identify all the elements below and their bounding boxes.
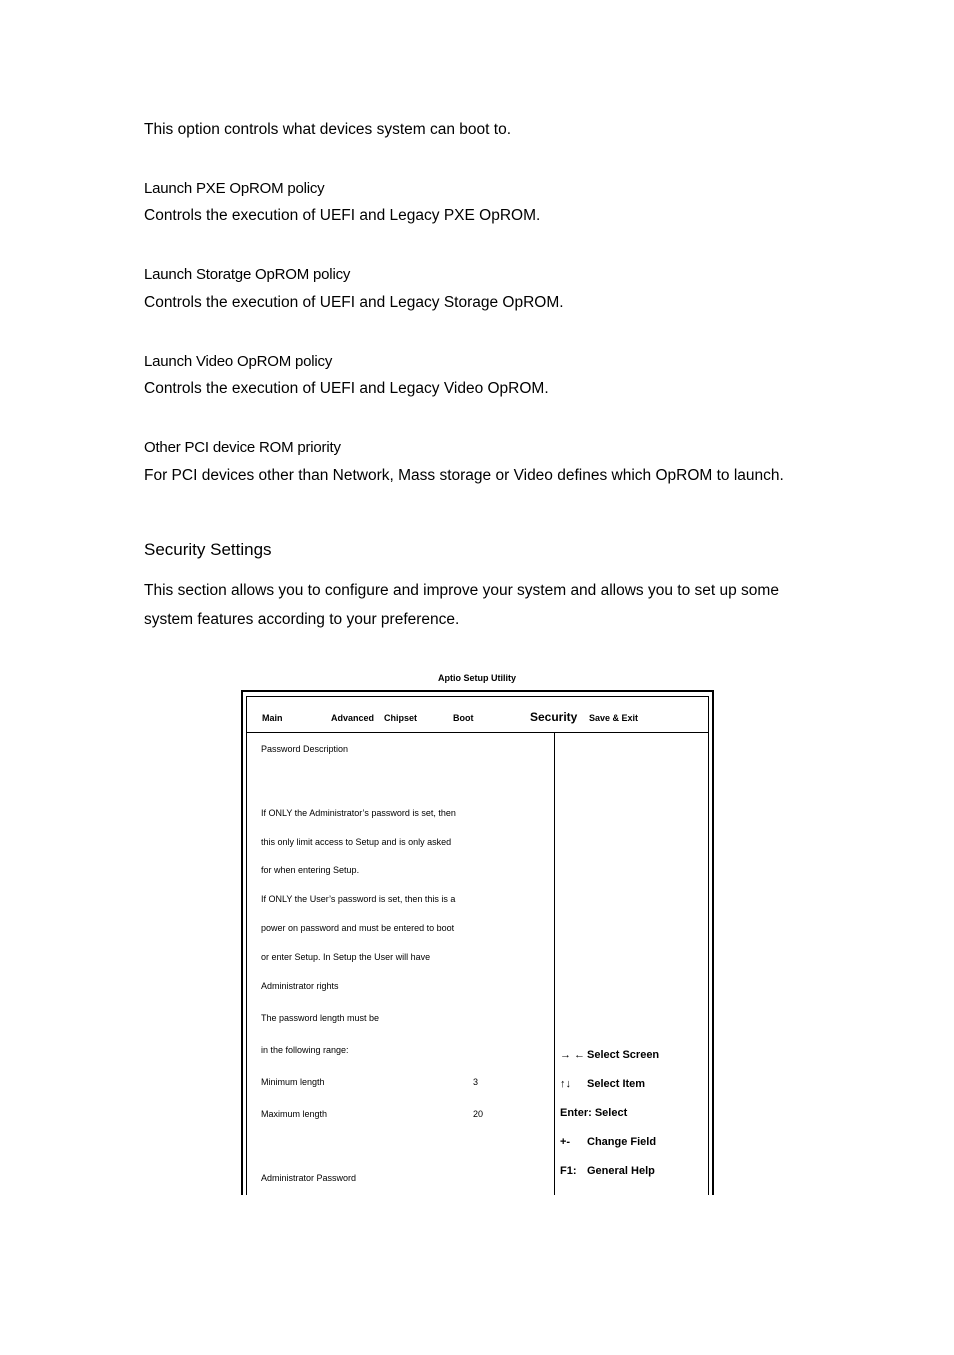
- pci-text: For PCI devices other than Network, Mass storage or Video defines which OpROM to launch.: [144, 467, 784, 484]
- boot-intro-text: This option controls what devices system can boot to.: [144, 121, 512, 138]
- help-enter-select: Enter: Select: [560, 1107, 628, 1119]
- description-line: in the following range:: [261, 1045, 349, 1055]
- description-line: or enter Setup. In Setup the User will have: [261, 952, 431, 962]
- help-general-help: F1: General Help: [560, 1165, 655, 1177]
- bios-title: Aptio Setup Utility: [438, 673, 516, 683]
- password-description-label: Password Description: [261, 744, 349, 754]
- description-line: for when entering Setup.: [261, 865, 360, 875]
- maximum-length-label: Maximum length: [261, 1109, 328, 1119]
- video-text: Controls the execution of UEFI and Legacy Video OpROM.: [144, 380, 549, 397]
- video-heading: Launch Video OpROM policy: [144, 353, 333, 370]
- maximum-length-value: 20: [473, 1109, 484, 1119]
- arrow-left-right-icon: → ←: [560, 1049, 586, 1061]
- description-line: If ONLY the Administrator’s password is set, then: [261, 808, 456, 818]
- tab-security[interactable]: Security: [530, 710, 578, 724]
- arrow-up-down-icon: ↑↓: [560, 1078, 571, 1090]
- description-line: If ONLY the User’s password is set, then this is a: [261, 894, 456, 904]
- column-divider: [554, 733, 555, 1195]
- description-line: The password length must be: [261, 1013, 380, 1023]
- pxe-heading: Launch PXE OpROM policy: [144, 180, 325, 197]
- help-select-screen: → ← Select Screen: [560, 1049, 660, 1061]
- pxe-text: Controls the execution of UEFI and Legacy PXE OpROM.: [144, 207, 541, 224]
- help-select-item: ↑↓ Select Item: [560, 1078, 646, 1090]
- tab-chipset[interactable]: Chipset: [384, 713, 418, 723]
- storage-text: Controls the execution of UEFI and Legacy Storage OpROM.: [144, 294, 564, 311]
- description-line: power on password and must be entered to boot: [261, 923, 455, 933]
- tab-advanced[interactable]: Advanced: [331, 713, 375, 723]
- tab-boot[interactable]: Boot: [453, 713, 474, 723]
- description-line: this only limit access to Setup and is only asked: [261, 837, 452, 847]
- tab-save-exit[interactable]: Save & Exit: [589, 713, 639, 723]
- tab-main[interactable]: Main: [262, 713, 283, 723]
- help-change-field: +- Change Field: [560, 1136, 657, 1148]
- minimum-length-label: Minimum length: [261, 1077, 325, 1087]
- pci-heading: Other PCI device ROM priority: [144, 439, 341, 456]
- storage-heading: Launch Storatge OpROM policy: [144, 266, 351, 283]
- minimum-length-value: 3: [473, 1077, 479, 1087]
- administrator-password-item[interactable]: Administrator Password: [261, 1173, 357, 1183]
- security-text-line-2: system features according to your preference.: [144, 611, 460, 628]
- security-heading: Security Settings: [144, 540, 272, 559]
- security-text-line-1: This section allows you to configure and improve your system and allows you to set up some: [144, 582, 779, 599]
- menu-divider: [247, 732, 708, 733]
- description-line: Administrator rights: [261, 981, 339, 991]
- page-cut: [230, 1195, 730, 1355]
